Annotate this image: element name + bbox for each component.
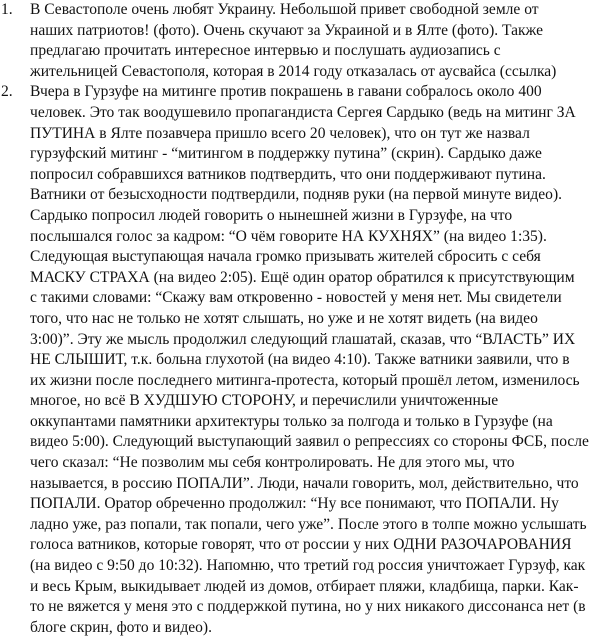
text-line: многое, но всё В ХУДШУЮ СТОРОНУ, и перечислили уничтоженные — [30, 392, 499, 410]
text-line: гурзуфский митинг - “митингом в поддержку путина” (скрин). Сардыко даже — [30, 145, 542, 163]
text-line: НЕ СЛЫШИТ, т.к. больна глухотой (на видео 4:10). Также ватники заявили, что в — [30, 351, 570, 369]
list-item-text — [30, 82, 593, 638]
text-line: ПОПАЛИ. Оратор обреченно продолжил: “Ну все понимают, что ПОПАЛИ. Ну — [30, 495, 559, 513]
text-line: В Севастополе очень любят Украину. Небольшой привет свободной земле от — [30, 1, 539, 18]
list-item — [0, 82, 593, 638]
text-line: (на видео с 9:50 до 10:32). Напомню, что третий год россия уничтожает Гурзуф, как — [30, 557, 586, 575]
text-line: Сардыко попросил людей говорить о нынешней жизни в Гурзуфе, на что — [30, 206, 513, 224]
text-line: предлагаю прочитать интересное интервью и послушать аудиозапись с — [30, 42, 501, 60]
text-line: голоса ватников, которые говорят, что от россии у них ОДНИ РАЗОЧАРОВАНИЯ — [30, 536, 572, 554]
text-line: то не вяжется у меня это с поддержкой путина, но у них никакого диссонанса нет (в — [30, 598, 586, 616]
text-line: называется, в россию ПОПАЛИ”. Люди, начали говорить, мол, действительно, что — [30, 474, 579, 492]
text-line: Следующая выступающая начала громко призывать жителей сбросить с себя — [30, 248, 541, 266]
text-line: МАСКУ СТРАХА (на видео 2:05). Ещё один оратор обратился к присутствующим — [30, 268, 575, 286]
text-line: 3:00)”. Эту же мысль продолжил следующий глашатай, сказав, что “ВЛАСТЬ” ИХ — [30, 330, 576, 348]
text-line: человек. Это так воодушевило пропагандиста Сергея Сардыко (ведь на митинг ЗА — [30, 103, 576, 121]
text-line: послышался голос за кадром: “О чём говорите НА КУХНЯХ” (на видео 1:35). — [30, 227, 547, 245]
list-item-number: 2. — [1, 83, 13, 101]
text-line: попросил собравшихся ватников подтвердить, что они поддерживают путина. — [30, 165, 546, 183]
text-line: того, что нас не только не хотят слышать, но уже и не хотят видеть (на видео — [30, 309, 538, 327]
text-line: ПУТИНА в Ялте позавчера пришло всего 20 человек), что он тут же назвал — [30, 124, 530, 142]
text-line: ладно уже, раз попали, так попали, чего уже”. После этого в толпе можно услышать — [30, 515, 587, 533]
text-line: чего сказал: “Не позволим мы себя контролировать. Не для этого мы, что — [30, 454, 515, 472]
text-line: Вчера в Гурзуфе на митинге против покрашень в гавани собралось около 400 — [30, 83, 542, 101]
text-line: и весь Крым, выкидывает людей из домов, отбирает пляжи, кладбища, парки. Как- — [30, 577, 579, 595]
text-line: жительницей Севастополя, которая в 2014 году отказалась от аусвайса (ссылка) — [30, 62, 557, 80]
list-item — [0, 0, 593, 82]
list-item-text — [30, 0, 593, 82]
text-line: Ватники от безысходности подтвердили, подняв руки (на первой минуте видео). — [30, 186, 563, 204]
text-line: наших патриотов! (фото). Очень скучают за Украиной и в Ялте (фото). Также — [30, 21, 543, 39]
text-line: оккупантами памятники архитектуры только за полгода и только в Гурзуфе (на — [30, 412, 553, 430]
text-line: с такими словами: “Скажу вам откровенно - новостей у меня нет. Мы свидетели — [30, 289, 562, 307]
text-line: видео 5:00). Следующий выступающий заявил о репрессиях со стороны ФСБ, после — [30, 433, 589, 451]
text-line: блоге скрин, фото и видео). — [30, 618, 212, 636]
list-item-number: 1. — [1, 1, 13, 18]
text-line: их жизни после последнего митинга-протеста, который прошёл летом, изменилось — [30, 371, 580, 389]
